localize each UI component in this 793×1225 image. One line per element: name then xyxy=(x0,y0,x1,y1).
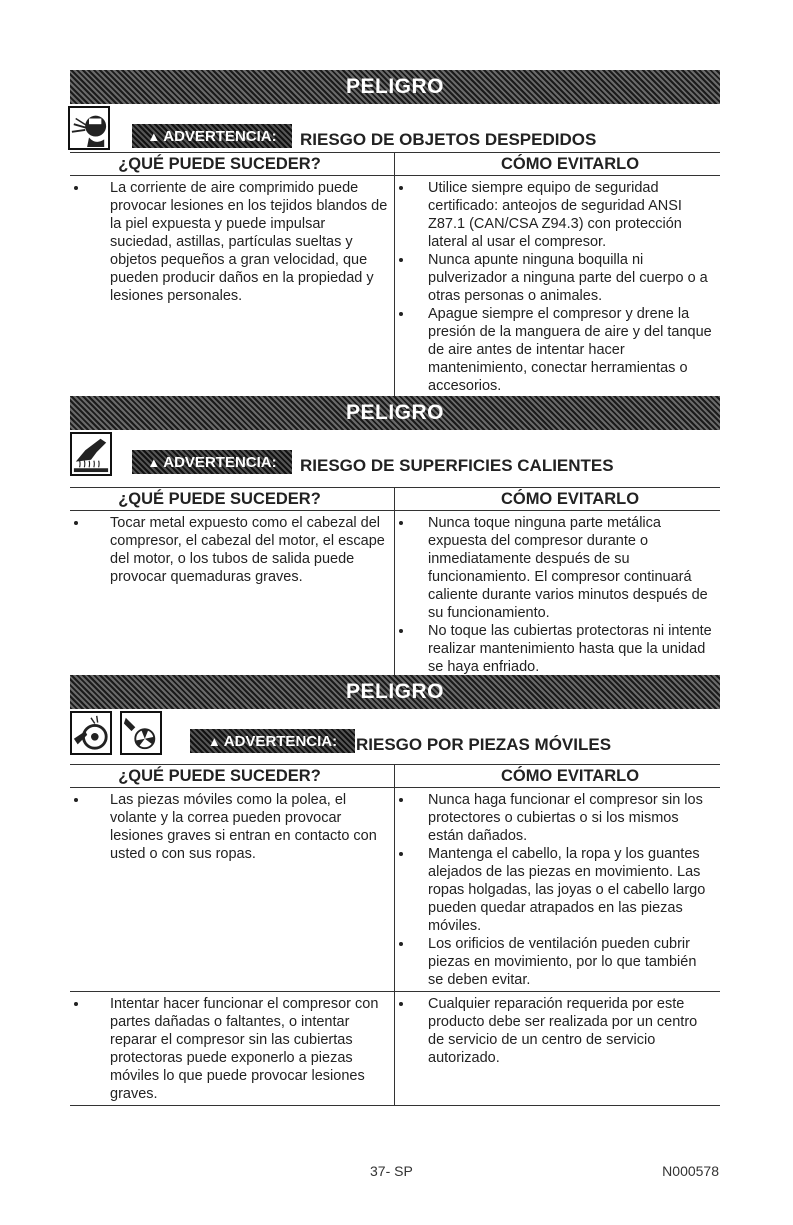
peligro-banner: PELIGRO xyxy=(70,396,720,430)
hazard-title: RIESGO POR PIEZAS MÓVILES xyxy=(356,735,612,754)
list-item: Cualquier reparación requerida por este producto debe ser realizada por un centro de servicio de un centro de servicio autorizado. xyxy=(395,995,720,1067)
table-row xyxy=(70,176,720,398)
table-row xyxy=(70,788,720,992)
how-header: CÓMO EVITARLO xyxy=(500,766,640,785)
list-item: La corriente de aire comprimido puede provocar lesiones en los tejidos blandos de la piel expuesta y puede impulsar suciedad, astillas, partículas sueltas y objetos pequeños a gran velocidad, que pueden producir daños en la propiedad y lesiones personales. xyxy=(70,179,394,305)
page-number: 37- SP xyxy=(370,1163,413,1179)
warning-triangle-icon: ▲ xyxy=(147,128,161,144)
table-row xyxy=(70,992,720,1106)
pulley-pictogram xyxy=(70,711,112,755)
list-item: Utilice siempre equipo de seguridad certificado: anteojos de seguridad ANSI Z87.1 (CAN/CSA Z94.3) con protección lateral al usar el compresor. xyxy=(395,179,720,251)
warning-row xyxy=(70,709,720,755)
what-header: ¿QUÉ PUEDE SUCEDER? xyxy=(70,488,395,510)
advertencia-badge: ▲ ADVERTENCIA: xyxy=(190,729,355,753)
warning-row xyxy=(70,430,720,476)
table-row xyxy=(70,511,720,679)
hazard-table-2 xyxy=(70,487,720,679)
list-item: Los orificios de ventilación pueden cubrir piezas en movimiento, por lo que también se deben evitar. xyxy=(395,935,720,989)
how-header: CÓMO EVITARLO xyxy=(500,489,640,508)
list-item: No toque las cubiertas protectoras ni intente realizar mantenimiento hasta que la unidad se haya enfriado. xyxy=(395,622,720,676)
hot-surface-hand-icon xyxy=(72,434,110,474)
hazard-table-1 xyxy=(70,152,720,398)
list-item: Mantenga el cabello, la ropa y los guantes alejados de las piezas en movimiento. Las ropas holgadas, las joyas o el cabello largo pueden quedar atrapados en las piezas móviles. xyxy=(395,845,720,935)
what-column xyxy=(70,788,395,991)
column-headers xyxy=(70,764,720,788)
how-header: CÓMO EVITARLO xyxy=(500,154,640,173)
how-column xyxy=(395,176,720,397)
what-header: ¿QUÉ PUEDE SUCEDER? xyxy=(70,153,395,175)
hazard-title: RIESGO DE OBJETOS DESPEDIDOS xyxy=(300,130,597,149)
pulley-hand-icon xyxy=(72,713,110,753)
column-headers xyxy=(70,152,720,176)
what-column xyxy=(70,511,395,678)
what-column xyxy=(70,176,395,397)
how-column xyxy=(395,511,720,678)
flying-debris-pictogram xyxy=(68,106,110,150)
list-item: Nunca haga funcionar el compresor sin los protectores o cubiertas o si los mismos están dañados. xyxy=(395,791,720,845)
peligro-banner: PELIGRO xyxy=(70,70,720,104)
what-header: ¿QUÉ PUEDE SUCEDER? xyxy=(70,765,395,787)
list-item: Apague siempre el compresor y drene la presión de la manguera de aire y del tanque de aire antes de intentar hacer mantenimiento, conectar herramientas o accesorios. xyxy=(395,305,720,395)
how-column xyxy=(395,992,720,1105)
fan-pictogram xyxy=(120,711,162,755)
list-item: Nunca toque ninguna parte metálica expuesta del compresor durante o inmediatamente después de su funcionamiento. El compresor continuará caliente durante varios minutos después de su funcionamiento. xyxy=(395,514,720,622)
list-item: Intentar hacer funcionar el compresor con partes dañadas o faltantes, o intentar reparar el compresor sin las cubiertas protectoras puede exponerlo a piezas móviles lo que puede provocar lesiones graves. xyxy=(70,995,394,1103)
warning-triangle-icon: ▲ xyxy=(147,454,161,470)
advertencia-badge: ▲ ADVERTENCIA: xyxy=(132,124,292,148)
hazard-title: RIESGO DE SUPERFICIES CALIENTES xyxy=(300,456,614,475)
column-headers xyxy=(70,487,720,511)
hazard-table-3 xyxy=(70,764,720,1106)
advertencia-badge: ▲ ADVERTENCIA: xyxy=(132,450,292,474)
list-item: Nunca apunte ninguna boquilla ni pulverizador a ninguna parte del cuerpo o a otras personas o animales. xyxy=(395,251,720,305)
document-code: N000578 xyxy=(662,1163,719,1179)
what-column xyxy=(70,992,395,1105)
how-column xyxy=(395,788,720,991)
hot-surface-pictogram xyxy=(70,432,112,476)
warning-row xyxy=(70,104,720,150)
peligro-banner: PELIGRO xyxy=(70,675,720,709)
fan-hand-icon xyxy=(122,713,160,753)
warning-triangle-icon: ▲ xyxy=(207,733,221,749)
eye-debris-icon xyxy=(70,108,108,148)
list-item: Tocar metal expuesto como el cabezal del compresor, el cabezal del motor, el escape del motor, o los tubos de salida puede provocar quemaduras graves. xyxy=(70,514,394,586)
list-item: Las piezas móviles como la polea, el volante y la correa pueden provocar lesiones graves si entran en contacto con usted o con sus ropas. xyxy=(70,791,394,863)
